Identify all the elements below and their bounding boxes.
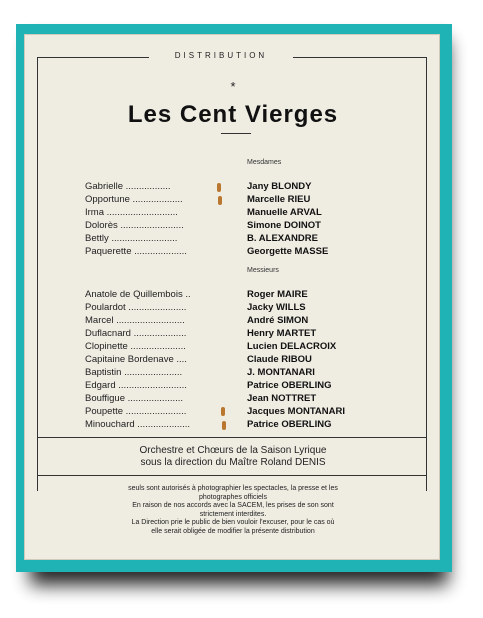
role-name: Bouffigue ..................... <box>85 393 184 404</box>
cast-row <box>85 406 425 419</box>
actor-name: Jacky WILLS <box>247 302 306 313</box>
notice-line: seuls sont autorisés à photographier les spectacles, la presse et les <box>128 485 338 492</box>
cast-row <box>85 194 425 207</box>
staple-mark <box>222 421 226 430</box>
role-name: Duflacnard .................... <box>85 328 187 339</box>
staple-mark <box>218 196 222 205</box>
section-divider <box>37 475 427 476</box>
role-name: Anatole de Quillembois .. <box>85 289 191 300</box>
actor-name: Jean NOTTRET <box>247 393 317 404</box>
actor-name: Claude RIBOU <box>247 354 312 365</box>
notice-line: elle serait obligée de modifier la présente distribution <box>151 527 315 535</box>
role-name: Minouchard .................... <box>85 419 191 430</box>
cast-row <box>85 181 425 194</box>
section-divider <box>37 437 427 438</box>
role-name: Irma ........................... <box>85 207 178 218</box>
role-name: Baptistin ...................... <box>85 367 183 378</box>
role-name: Edgard .......................... <box>85 380 187 391</box>
staple-mark <box>221 407 225 416</box>
actor-name: Patrice OBERLING <box>247 419 332 430</box>
role-name: Clopinette ..................... <box>85 341 186 352</box>
cast-row <box>85 367 425 380</box>
notice-line: photographes officiels <box>199 493 267 501</box>
cast-row <box>85 220 425 233</box>
cast-row <box>85 246 425 259</box>
cast-row <box>85 328 425 341</box>
title-underline <box>221 133 251 134</box>
section-heading-men: Messieurs <box>247 267 279 274</box>
role-name: Dolorès ........................ <box>85 220 184 231</box>
actor-name: Patrice OBERLING <box>247 380 332 391</box>
role-name: Poupette ....................... <box>85 406 187 417</box>
cast-row <box>85 233 425 246</box>
cast-row <box>85 354 425 367</box>
actor-name: Manuelle ARVAL <box>247 207 322 218</box>
role-name: Opportune ................... <box>85 194 183 205</box>
page-title: Les Cent Vierges <box>127 101 339 128</box>
actor-name: Georgette MASSE <box>247 246 329 257</box>
staple-mark <box>217 183 221 192</box>
actor-name: Jany BLONDY <box>247 181 312 192</box>
notice-text <box>45 485 421 537</box>
actor-name: B. ALEXANDRE <box>247 233 318 244</box>
notice-line: La Direction prie le public de bien vouloir l'excuser, pour le cas où <box>131 519 335 527</box>
role-name: Gabrielle ................. <box>85 181 171 192</box>
actor-name: Marcelle RIEU <box>247 194 311 205</box>
role-name: Poulardot ...................... <box>85 302 187 313</box>
notice-line: En raison de nos accords avec la SACEM, les prises de son sont <box>132 502 334 510</box>
cast-row <box>85 380 425 393</box>
role-name: Marcel .......................... <box>85 315 185 326</box>
cast-row <box>85 315 425 328</box>
star-ornament: * <box>230 79 236 94</box>
actor-name: Simone DOINOT <box>247 220 321 231</box>
section-heading-women: Mesdames <box>247 159 282 166</box>
distribution-label: DISTRIBUTION <box>174 51 268 60</box>
cast-row <box>85 289 425 302</box>
cast-row <box>85 302 425 315</box>
orchestra-line-1: Orchestre et Chœurs de la Saison Lyrique <box>139 445 327 456</box>
role-name: Bettly ......................... <box>85 233 178 244</box>
actor-name: Henry MARTET <box>247 328 317 339</box>
role-name: Capitaine Bordenave .... <box>85 354 187 365</box>
cast-row <box>85 419 425 432</box>
actor-name: André SIMON <box>247 315 309 326</box>
cast-row <box>85 341 425 354</box>
orchestra-line-2: sous la direction du Maître Roland DENIS <box>140 457 326 468</box>
teal-frame <box>16 24 452 572</box>
cast-row <box>85 393 425 406</box>
actor-name: J. MONTANARI <box>247 367 315 378</box>
actor-name: Jacques MONTANARI <box>247 406 346 417</box>
cast-row <box>85 207 425 220</box>
actor-name: Lucien DELACROIX <box>247 341 337 352</box>
notice-line: strictement interdites. <box>199 510 267 518</box>
role-name: Paquerette .................... <box>85 246 187 257</box>
program-page <box>24 34 440 560</box>
actor-name: Roger MAIRE <box>247 289 308 300</box>
